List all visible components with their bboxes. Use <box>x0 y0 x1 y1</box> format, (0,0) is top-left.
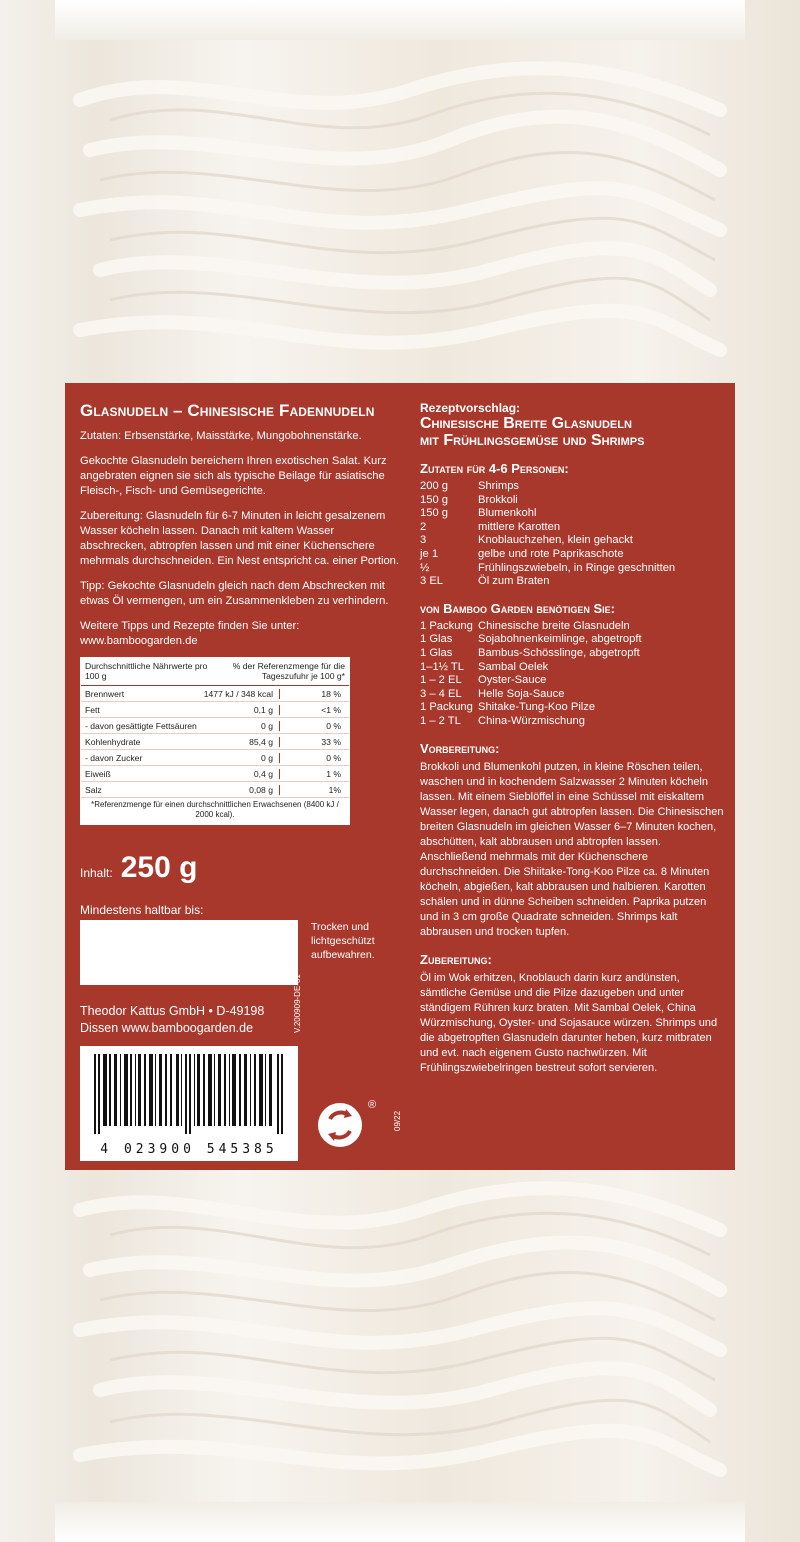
nutrition-label: Brennwert <box>85 688 125 699</box>
preparation-text: Zubereitung: Glasnudeln für 6-7 Minuten in leicht gesalzenem Wasser köcheln lassen. Danach mit kaltem Wasser abschrecken, abtropfen lassen und mit einer Küchenschere mehrmals durchschneiden. Ein Nest entspricht ca. einer Portion. <box>80 510 399 567</box>
nutrition-label: Eiweiß <box>85 768 111 779</box>
ingredient-item: Shrimps <box>478 480 520 492</box>
needed-item: Oyster-Sauce <box>478 674 547 687</box>
package-seal-top <box>55 0 745 40</box>
nutrition-table <box>80 657 350 825</box>
list-item <box>420 688 725 702</box>
nutrition-label: - davon gesättigte Fettsäuren <box>85 720 197 731</box>
nutrition-percent: 18 % <box>321 688 341 699</box>
cook-text: Öl im Wok erhitzen, Knoblauch darin kurz andünsten, sämtliche Gemüse und die Pilze dazugeben und unter ständigem Rühren kurz braten. Mit Sambal Oelek, China Würzmischung, Oyster- und Sojasauce würzen. Shrimps und die abgetropften Glasnudeln darunter heben, kurz mitbraten und evt. nach eigenem Gusto nachwürzen. Mit Frühlingszwiebelringen bestreut sofort servieren. <box>420 971 718 1074</box>
storage-text: Trocken und lichtgeschützt aufbewahren. <box>311 921 375 961</box>
barcode <box>80 1046 298 1161</box>
ingredients-list <box>420 480 725 589</box>
cook-heading: Zubereitung: <box>420 951 492 967</box>
list-item <box>420 494 725 508</box>
nutrition-row <box>81 750 349 766</box>
list-item <box>420 620 725 634</box>
nutrition-value: 0 g <box>205 721 280 731</box>
nutrition-row <box>81 686 349 702</box>
nutrition-label: Kohlenhydrate <box>85 736 141 747</box>
recipe-column <box>420 401 725 1088</box>
recipe-title-line-2: mit Frühlingsgemüse und Shrimps <box>420 432 645 449</box>
barcode-bars <box>90 1054 288 1134</box>
nutrition-row <box>81 782 349 798</box>
product-info-column <box>80 401 400 825</box>
needed-item: Chinesische breite Glasnudeln <box>478 619 630 632</box>
noodles-top <box>70 40 730 385</box>
ingredients-heading: Zutaten für 4-6 Personen: <box>420 461 569 476</box>
list-item <box>420 647 725 661</box>
needed-list <box>420 620 725 729</box>
ingredients-text: Zutaten: Erbsenstärke, Maisstärke, Mungobohnenstärke. <box>80 430 362 442</box>
ingredient-item: Blumenkohl <box>478 507 537 520</box>
needed-qty: 1 Glas <box>420 633 453 646</box>
list-item <box>420 534 725 548</box>
best-before-label: Mindestens haltbar bis: <box>80 903 204 917</box>
nutrition-value: 0 g <box>155 753 280 763</box>
nutrition-percent: 1% <box>328 784 341 795</box>
nutrition-row <box>81 702 349 718</box>
needed-item: Shitake-Tung-Koo Pilze <box>478 701 596 714</box>
needed-item: Sojabohnenkeimlinge, abgetropft <box>478 633 642 646</box>
prep-heading: Vorbereitung: <box>420 740 500 756</box>
nutrition-header-left: Durchschnittliche Nährwerte pro 100 g <box>85 661 208 681</box>
tip-text: Tipp: Gekochte Glasnudeln gleich nach dem Abschrecken mit etwas Öl vermengen, um ein Zusammenkleben zu verhindern. <box>80 580 389 607</box>
list-item <box>420 575 725 589</box>
list-item <box>420 562 725 576</box>
nutrition-label: Salz <box>85 784 102 795</box>
date-code: 09/22 <box>393 1110 402 1131</box>
needed-qty: 1 Packung <box>420 619 473 632</box>
more-tips-text: Weitere Tipps und Rezepte finden Sie unter: www.bamboogarden.de <box>80 620 300 647</box>
needed-item: Bambus-Schösslinge, abgetropft <box>478 646 640 659</box>
ingredient-item: Knoblauchzehen, klein gehackt <box>478 534 633 547</box>
nutrition-value: 0,08 g <box>155 785 280 795</box>
ingredient-item: gelbe und rote Paprikaschote <box>478 547 624 560</box>
nutrition-label: - davon Zucker <box>85 752 143 763</box>
list-item <box>420 715 725 729</box>
ingredient-qty: ½ <box>420 561 430 574</box>
label-panel <box>65 383 735 1170</box>
net-content-label: Inhalt: <box>80 866 113 880</box>
list-item <box>420 674 725 688</box>
package-seal-bottom <box>55 1502 745 1542</box>
registered-mark: ® <box>368 1099 377 1111</box>
ingredient-item: Frühlingszwiebeln, in Ringe geschnitten <box>478 561 676 574</box>
nutrition-header-right: % der Referenzmenge für die Tageszufuhr je 100 g* <box>232 661 345 681</box>
ingredient-qty: 150 g <box>420 507 448 520</box>
nutrition-percent: 0 % <box>326 720 341 731</box>
description-text: Gekochte Glasnudeln bereichern Ihren exotischen Salat. Kurz angebraten eignen sie sich als typische Beilage für asiatische Fleisch-, Fisch- und Gemüsegerichte. <box>80 455 387 497</box>
net-content-value: 250 g <box>120 851 198 884</box>
list-item <box>420 548 725 562</box>
company-line-1: Theodor Kattus GmbH • D-49198 <box>80 1004 265 1018</box>
ingredient-item: mittlere Karotten <box>478 520 561 533</box>
nutrition-row <box>81 718 349 734</box>
nutrition-value: 1477 kJ / 348 kcal <box>155 689 280 699</box>
ingredient-qty: je 1 <box>420 547 439 560</box>
list-item <box>420 480 725 494</box>
company-info <box>80 1003 264 1037</box>
list-item <box>420 661 725 675</box>
best-before-field <box>80 920 298 985</box>
net-content <box>80 851 197 885</box>
nutrition-footnote: *Referenzmenge für einen durchschnittlichen Erwachsenen (8400 kJ / 2000 kcal). <box>91 800 339 819</box>
nutrition-label: Fett <box>85 704 100 715</box>
needed-qty: 1 – 2 EL <box>420 674 462 687</box>
needed-item: Helle Soja-Sauce <box>478 687 565 700</box>
needed-qty: 1 Glas <box>420 646 453 659</box>
ingredient-qty: 200 g <box>420 480 448 492</box>
nutrition-value: 0,1 g <box>155 705 280 715</box>
needed-item: Sambal Oelek <box>478 660 549 673</box>
recipe-suggestion-label: Rezeptvorschlag: <box>420 401 521 415</box>
ingredient-qty: 3 <box>420 534 427 547</box>
noodles-bottom <box>70 1170 730 1500</box>
recycling-icon <box>318 1103 362 1147</box>
nutrition-row <box>81 766 349 782</box>
ingredient-qty: 2 <box>420 520 427 533</box>
list-item <box>420 701 725 715</box>
nutrition-percent: <1 % <box>321 704 341 715</box>
needed-item: China-Würzmischung <box>478 714 585 727</box>
nutrition-percent: 0 % <box>326 752 341 763</box>
list-item <box>420 633 725 647</box>
needed-heading: von Bamboo Garden benötigen Sie: <box>420 600 615 616</box>
barcode-number: 4 023900 545385 <box>100 1142 278 1157</box>
prep-text: Brokkoli und Blumenkohl putzen, in kleine Röschen teilen, waschen und in kochendem Salzwasser 2 Minuten köcheln lassen. Mit einem Sieblöffel in eine Schüssel mit eiskaltem Wasser legen, danach gut abtropfen lassen. Die Chinesischen breiten Glasnudeln im gleichen Wasser 6–7 Minuten kochen, abschütten, kalt abbrausen und abtropfen lassen. Anschließend mehrmals mit der Küchenschere durchschneiden. Die Shiitake-Tong-Koo Pilze ca. 8 Minuten köcheln, abgießen, kalt abbrausen und halbieren. Karotten schälen und in dünne Scheiben schneiden. Paprika putzen und in 3 cm große Quadrate schneiden. Shrimps kalt abbrausen und trocken tupfen. <box>420 760 724 938</box>
recipe-title <box>420 415 725 449</box>
needed-qty: 1–1½ TL <box>420 660 464 673</box>
needed-qty: 3 – 4 EL <box>420 687 462 700</box>
nutrition-percent: 33 % <box>321 736 341 747</box>
ingredient-item: Brokkoli <box>478 493 518 506</box>
nutrition-value: 85,4 g <box>155 737 280 747</box>
needed-qty: 1 – 2 TL <box>420 714 461 727</box>
ingredient-qty: 150 g <box>420 493 448 506</box>
company-line-2: Dissen www.bamboogarden.de <box>80 1021 254 1035</box>
list-item <box>420 521 725 535</box>
list-item <box>420 507 725 521</box>
needed-qty: 1 Packung <box>420 701 473 714</box>
ingredient-qty: 3 EL <box>420 575 444 588</box>
recipe-title-line-1: Chinesische Breite Glasnudeln <box>420 415 632 432</box>
ingredient-item: Öl zum Braten <box>478 575 550 588</box>
version-code: V.200909-DE-01 <box>293 974 302 1033</box>
nutrition-value: 0,4 g <box>155 769 280 779</box>
nutrition-row <box>81 734 349 750</box>
product-title: Glasnudeln – Chinesische Fadennudeln <box>80 401 375 420</box>
nutrition-header <box>81 658 349 686</box>
nutrition-percent: 1 % <box>326 768 341 779</box>
